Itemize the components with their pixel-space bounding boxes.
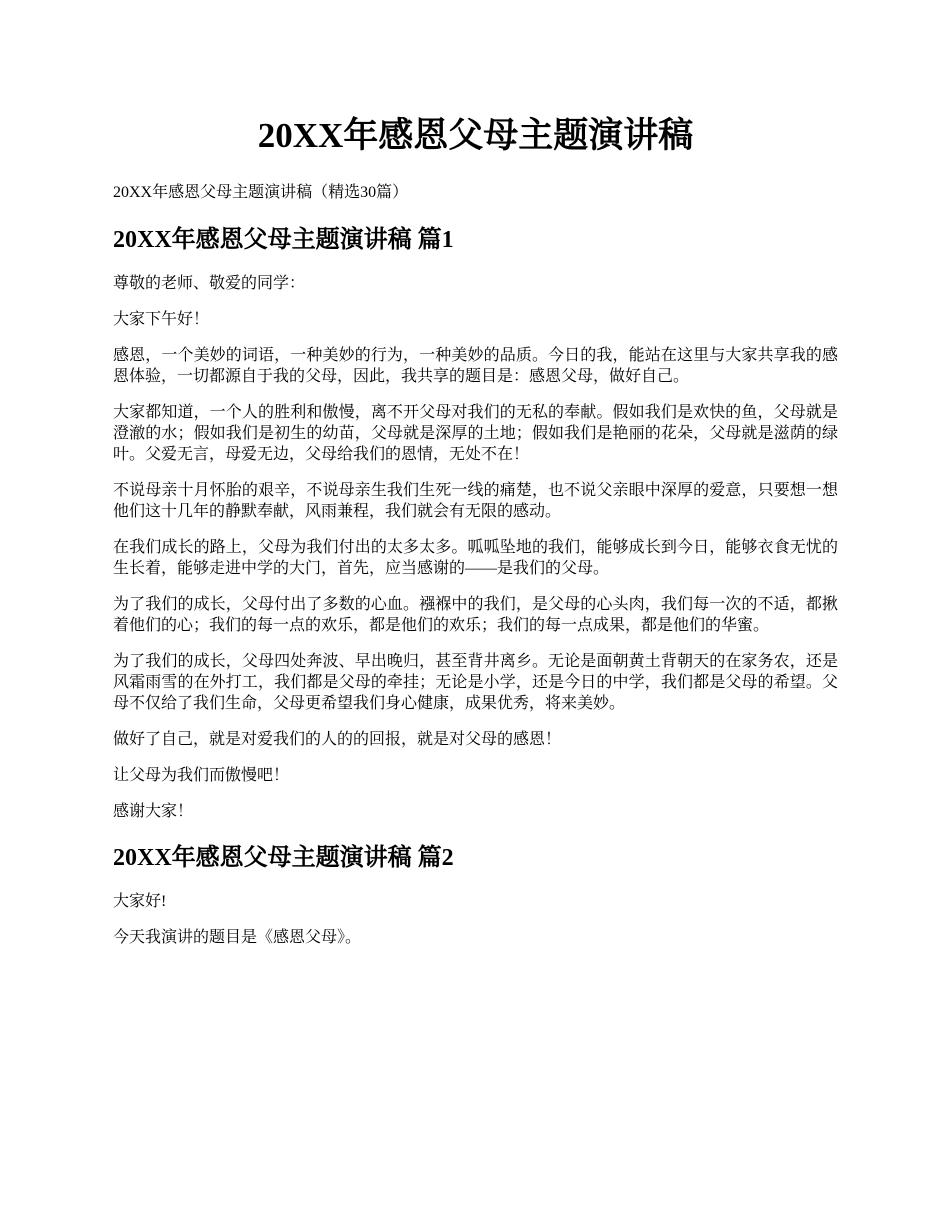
section-body-2 [113, 891, 838, 948]
paragraph: 感谢大家！ [113, 803, 194, 820]
paragraph: 在我们成长的路上，父母为我们付出的太多太多。呱呱坠地的我们，能够成长到今日，能够衣食无忧的生长着，能够走进中学的大门，首先，应当感谢的——是我们的父母。 [113, 539, 838, 577]
document-title: 20XX年感恩父母主题演讲稿 [257, 116, 694, 155]
document-subtitle: 20XX年感恩父母主题演讲稿（精选30篇） [113, 184, 409, 201]
paragraph: 大家下午好！ [113, 311, 210, 328]
paragraph: 大家好! [113, 893, 167, 910]
paragraph: 不说母亲十月怀胎的艰辛，不说母亲生我们生死一线的痛楚，也不说父亲眼中深厚的爱意，只要想一想他们这十几年的静默奉献，风雨兼程，我们就会有无限的感动。 [113, 482, 838, 520]
section-body-1 [113, 273, 838, 822]
section-heading-2: 20XX年感恩父母主题演讲稿 篇2 [113, 845, 454, 871]
paragraph: 做好了自己，就是对爱我们的人的的回报，就是对父母的感恩！ [113, 731, 562, 748]
section-heading-1: 20XX年感恩父母主题演讲稿 篇1 [113, 227, 454, 253]
paragraph: 为了我们的成长，父母付出了多数的心血。襁褓中的我们，是父母的心头肉，我们每一次的不适，都揪着他们的心；我们的每一点的欢乐，都是他们的欢乐；我们的每一点成果，都是他们的华蜜。 [113, 596, 838, 634]
paragraph: 感恩，一个美妙的词语，一种美妙的行为，一种美妙的品质。今日的我，能站在这里与大家共享我的感恩体验，一切都源自于我的父母，因此，我共享的题目是：感恩父母，做好自己。 [113, 347, 838, 385]
paragraph: 尊敬的老师、敬爱的同学： [113, 275, 306, 292]
paragraph: 大家都知道，一个人的胜利和傲慢，离不开父母对我们的无私的奉献。假如我们是欢快的鱼，父母就是澄澈的水；假如我们是初生的幼苗，父母就是深厚的土地；假如我们是艳丽的花朵，父母就是滋荫的绿叶。父爱无言，母爱无边，父母给我们的恩情，无处不在！ [113, 404, 838, 463]
paragraph: 让父母为我们而傲慢吧！ [113, 767, 290, 784]
paragraph: 为了我们的成长，父母四处奔波、早出晚归，甚至背井离乡。无论是面朝黄土背朝天的在家务农，还是风霜雨雪的在外打工，我们都是父母的牵挂；无论是小学，还是今日的中学，我们都是父母的希望。父母不仅给了我们生命，父母更希望我们身心健康，成果优秀，将来美妙。 [113, 653, 838, 712]
paragraph: 今天我演讲的题目是《感恩父母》。 [113, 929, 362, 946]
